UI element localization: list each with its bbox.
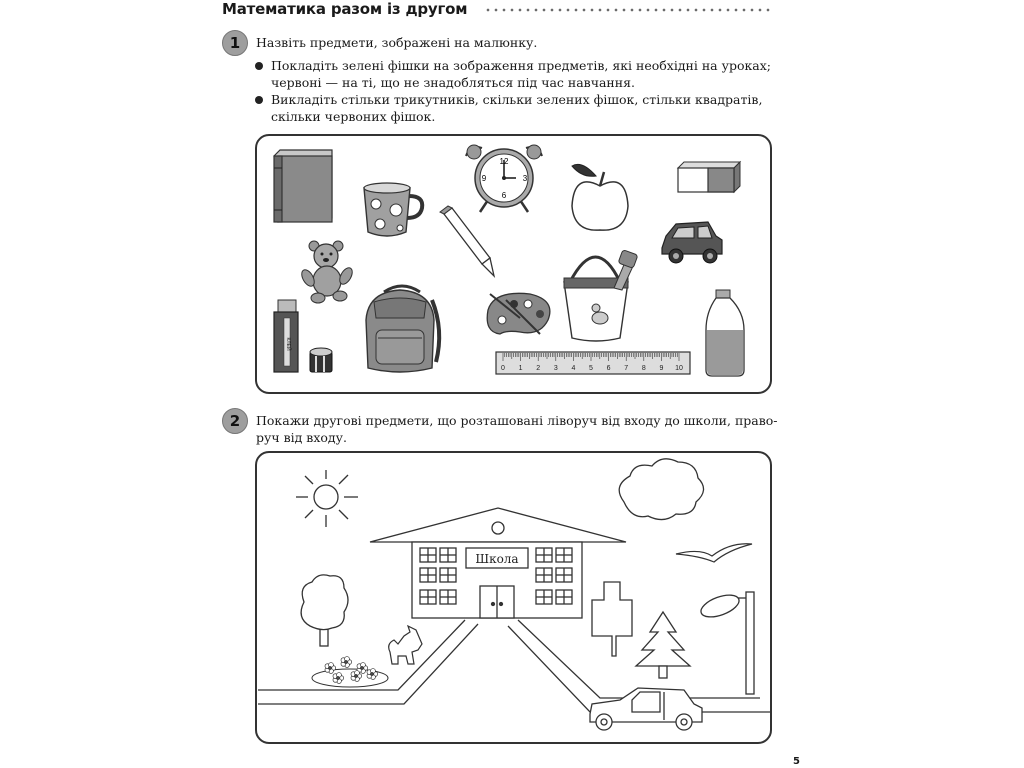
bird-icon: [676, 544, 752, 562]
bullet-2-line-2: скільки червоних фішок.: [271, 109, 436, 124]
flower: [341, 657, 352, 668]
school-window: [556, 568, 572, 582]
ruler-label: 1: [518, 365, 523, 372]
car-icon: [590, 688, 702, 730]
clock-label-6: 6: [501, 191, 507, 200]
ruler-label: 5: [589, 365, 593, 372]
page-title: Математика разом із другом: [222, 0, 468, 18]
task-2-prompt-line-1: Покажи другові предмети, що розташовані ліворуч від входу до школи, право-: [256, 413, 778, 428]
clock-label-3: 3: [522, 174, 528, 183]
ruler-label: 6: [606, 365, 611, 372]
page-number: 5: [793, 756, 800, 767]
school-window: [556, 590, 572, 604]
task-1-number: 1: [222, 30, 248, 56]
school-window: [420, 590, 436, 604]
ruler-label: 7: [624, 365, 629, 372]
ruler-label: 10: [675, 365, 683, 372]
school-sign: Школа: [475, 552, 519, 566]
school-window: [536, 568, 552, 582]
fir-tree-icon: [636, 612, 690, 678]
task-2-prompt-line-2: руч від входу.: [256, 430, 347, 445]
bullet-1-line-1: Покладіть зелені фішки на зображення предметів, які необхідні на уроках;: [271, 58, 771, 73]
flowerbed-icon: [312, 657, 388, 687]
street-lamp-icon: [698, 591, 754, 694]
school-window: [420, 568, 436, 582]
dog-icon: [389, 626, 422, 664]
school-window: [420, 548, 436, 562]
school-window: [440, 590, 456, 604]
school-window: [536, 548, 552, 562]
school-building-icon: [370, 508, 626, 618]
bullet-2-line-1: Викладіть стільки трикутників, скільки зелених фішок, стільки квадратів,: [271, 92, 763, 107]
clock-label-12: 12: [499, 157, 509, 166]
ruler-label: 2: [536, 365, 541, 372]
sun-icon: [296, 470, 358, 527]
school-window: [536, 590, 552, 604]
ruler-label: 3: [553, 365, 558, 372]
school-window: [556, 548, 572, 562]
clock-label-9: 9: [481, 174, 487, 183]
glue-label: КЛЕЙ: [285, 337, 291, 351]
task-1-prompt: Назвіть предмети, зображені на малюнку.: [256, 35, 538, 50]
ruler-label: 0: [501, 365, 505, 372]
cloud-icon: [619, 459, 703, 520]
ruler-label: 4: [571, 365, 576, 372]
school-window: [440, 568, 456, 582]
task-2-number: 2: [222, 408, 248, 434]
tree-icon: [301, 575, 348, 646]
ruler-label: 9: [659, 365, 664, 372]
ruler-label: 8: [641, 365, 646, 372]
school-window: [440, 548, 456, 562]
bush-icon: [592, 582, 632, 656]
bullet-1-line-2: червоні — на ті, що не знадобляться під час навчання.: [271, 75, 635, 90]
